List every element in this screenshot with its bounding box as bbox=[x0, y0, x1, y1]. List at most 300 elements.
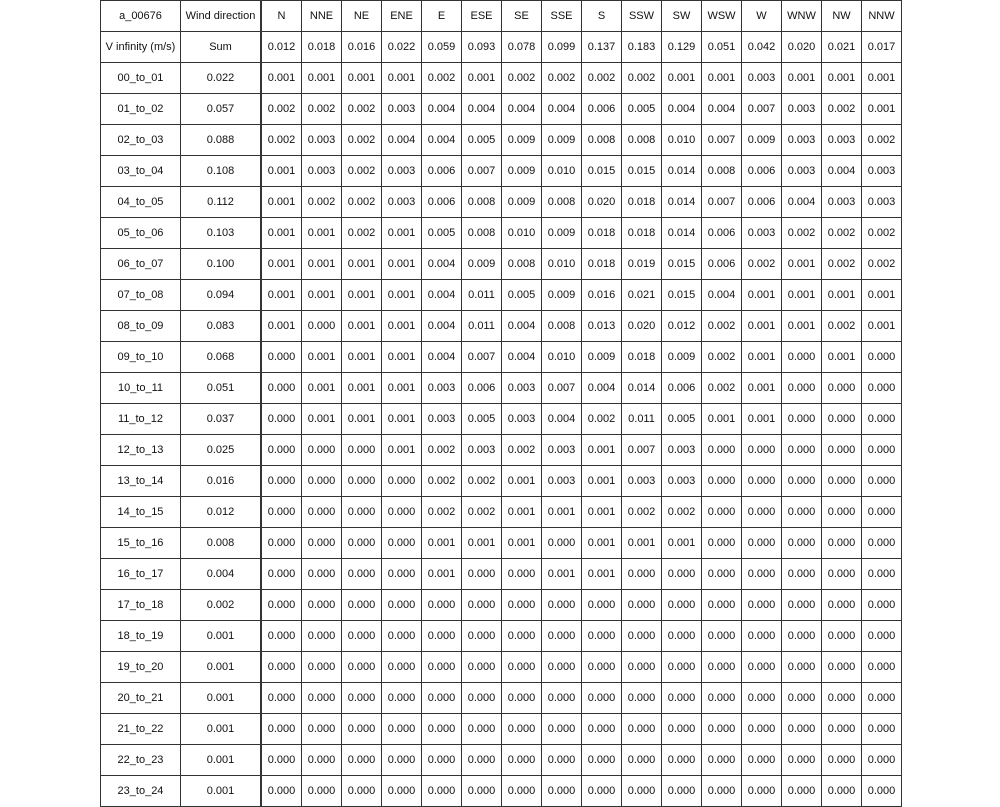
row-sum-cell: 0.088 bbox=[181, 125, 262, 156]
row-sum-cell: 0.037 bbox=[181, 404, 262, 435]
data-cell: 0.000 bbox=[422, 683, 462, 714]
row-sum-cell: 0.004 bbox=[181, 559, 262, 590]
direction-sum-cell: 0.099 bbox=[542, 32, 582, 63]
data-cell: 0.000 bbox=[622, 652, 662, 683]
speed-bin-label: 08_to_09 bbox=[101, 311, 181, 342]
data-cell: 0.000 bbox=[382, 559, 422, 590]
data-cell: 0.000 bbox=[662, 559, 702, 590]
data-cell: 0.002 bbox=[261, 94, 302, 125]
data-cell: 0.000 bbox=[782, 528, 822, 559]
data-cell: 0.000 bbox=[622, 559, 662, 590]
data-cell: 0.000 bbox=[702, 435, 742, 466]
speed-bin-label: 12_to_13 bbox=[101, 435, 181, 466]
data-cell: 0.003 bbox=[822, 187, 862, 218]
data-cell: 0.004 bbox=[542, 94, 582, 125]
direction-header: W bbox=[742, 1, 782, 32]
data-cell: 0.011 bbox=[462, 311, 502, 342]
data-cell: 0.004 bbox=[382, 125, 422, 156]
data-cell: 0.001 bbox=[502, 528, 542, 559]
speed-bin-label: 00_to_01 bbox=[101, 63, 181, 94]
data-cell: 0.000 bbox=[822, 559, 862, 590]
data-cell: 0.008 bbox=[462, 218, 502, 249]
data-cell: 0.001 bbox=[302, 249, 342, 280]
data-cell: 0.000 bbox=[462, 621, 502, 652]
data-cell: 0.001 bbox=[502, 497, 542, 528]
data-cell: 0.008 bbox=[702, 156, 742, 187]
data-cell: 0.005 bbox=[462, 125, 502, 156]
sum-label: Sum bbox=[181, 32, 262, 63]
wind-frequency-table bbox=[100, 0, 902, 807]
data-cell: 0.002 bbox=[822, 218, 862, 249]
data-cell: 0.015 bbox=[662, 280, 702, 311]
data-cell: 0.018 bbox=[622, 187, 662, 218]
data-cell: 0.000 bbox=[742, 590, 782, 621]
data-cell: 0.000 bbox=[261, 373, 302, 404]
data-cell: 0.000 bbox=[862, 342, 902, 373]
data-cell: 0.000 bbox=[782, 559, 822, 590]
data-cell: 0.004 bbox=[502, 94, 542, 125]
speed-bin-label: 01_to_02 bbox=[101, 94, 181, 125]
data-cell: 0.001 bbox=[382, 63, 422, 94]
data-cell: 0.000 bbox=[702, 745, 742, 776]
data-cell: 0.009 bbox=[742, 125, 782, 156]
data-cell: 0.000 bbox=[782, 466, 822, 497]
data-cell: 0.007 bbox=[462, 156, 502, 187]
data-cell: 0.000 bbox=[702, 528, 742, 559]
direction-header: E bbox=[422, 1, 462, 32]
data-cell: 0.014 bbox=[662, 218, 702, 249]
data-cell: 0.000 bbox=[782, 435, 822, 466]
data-cell: 0.002 bbox=[582, 404, 622, 435]
row-sum-cell: 0.001 bbox=[181, 652, 262, 683]
data-cell: 0.000 bbox=[622, 621, 662, 652]
data-cell: 0.001 bbox=[742, 311, 782, 342]
data-cell: 0.005 bbox=[422, 218, 462, 249]
data-cell: 0.000 bbox=[862, 528, 902, 559]
data-cell: 0.000 bbox=[742, 559, 782, 590]
data-cell: 0.000 bbox=[261, 652, 302, 683]
data-cell: 0.007 bbox=[702, 125, 742, 156]
speed-bin-label: 20_to_21 bbox=[101, 683, 181, 714]
data-cell: 0.000 bbox=[622, 683, 662, 714]
row-sum-cell: 0.001 bbox=[181, 745, 262, 776]
data-cell: 0.000 bbox=[382, 745, 422, 776]
table-row bbox=[101, 156, 902, 187]
data-cell: 0.000 bbox=[662, 683, 702, 714]
direction-header: NNE bbox=[302, 1, 342, 32]
data-cell: 0.002 bbox=[622, 497, 662, 528]
data-cell: 0.002 bbox=[422, 466, 462, 497]
table-row bbox=[101, 590, 902, 621]
data-cell: 0.006 bbox=[702, 249, 742, 280]
data-cell: 0.005 bbox=[502, 280, 542, 311]
data-cell: 0.000 bbox=[302, 528, 342, 559]
data-cell: 0.002 bbox=[622, 63, 662, 94]
data-cell: 0.001 bbox=[261, 63, 302, 94]
data-cell: 0.005 bbox=[622, 94, 662, 125]
data-cell: 0.009 bbox=[502, 125, 542, 156]
direction-header: S bbox=[582, 1, 622, 32]
data-cell: 0.000 bbox=[502, 714, 542, 745]
data-cell: 0.000 bbox=[382, 776, 422, 807]
data-cell: 0.000 bbox=[742, 714, 782, 745]
data-cell: 0.002 bbox=[862, 218, 902, 249]
data-cell: 0.000 bbox=[582, 745, 622, 776]
data-cell: 0.003 bbox=[862, 156, 902, 187]
data-cell: 0.000 bbox=[502, 683, 542, 714]
speed-bin-label: 05_to_06 bbox=[101, 218, 181, 249]
data-cell: 0.002 bbox=[502, 435, 542, 466]
data-cell: 0.000 bbox=[582, 714, 622, 745]
data-cell: 0.000 bbox=[261, 776, 302, 807]
table-row bbox=[101, 218, 902, 249]
data-cell: 0.000 bbox=[542, 714, 582, 745]
data-cell: 0.000 bbox=[422, 745, 462, 776]
data-cell: 0.004 bbox=[462, 94, 502, 125]
data-cell: 0.002 bbox=[822, 249, 862, 280]
data-cell: 0.000 bbox=[302, 435, 342, 466]
data-cell: 0.000 bbox=[261, 559, 302, 590]
data-cell: 0.014 bbox=[662, 156, 702, 187]
table-row bbox=[101, 94, 902, 125]
data-cell: 0.000 bbox=[302, 683, 342, 714]
data-cell: 0.000 bbox=[662, 745, 702, 776]
data-cell: 0.008 bbox=[502, 249, 542, 280]
data-cell: 0.001 bbox=[302, 342, 342, 373]
data-cell: 0.000 bbox=[261, 404, 302, 435]
data-cell: 0.000 bbox=[261, 497, 302, 528]
data-cell: 0.000 bbox=[662, 652, 702, 683]
table-row bbox=[101, 435, 902, 466]
data-cell: 0.000 bbox=[862, 373, 902, 404]
data-cell: 0.000 bbox=[782, 373, 822, 404]
data-cell: 0.002 bbox=[342, 187, 382, 218]
direction-sum-cell: 0.093 bbox=[462, 32, 502, 63]
data-cell: 0.002 bbox=[702, 373, 742, 404]
data-cell: 0.002 bbox=[742, 249, 782, 280]
data-cell: 0.000 bbox=[782, 776, 822, 807]
data-cell: 0.021 bbox=[622, 280, 662, 311]
data-cell: 0.011 bbox=[462, 280, 502, 311]
data-cell: 0.000 bbox=[462, 776, 502, 807]
data-cell: 0.002 bbox=[302, 94, 342, 125]
data-cell: 0.002 bbox=[462, 497, 502, 528]
row-sum-cell: 0.012 bbox=[181, 497, 262, 528]
data-cell: 0.000 bbox=[261, 466, 302, 497]
data-cell: 0.001 bbox=[261, 280, 302, 311]
data-cell: 0.006 bbox=[422, 156, 462, 187]
data-cell: 0.008 bbox=[622, 125, 662, 156]
data-cell: 0.008 bbox=[542, 311, 582, 342]
data-cell: 0.001 bbox=[382, 435, 422, 466]
data-cell: 0.000 bbox=[302, 311, 342, 342]
data-cell: 0.000 bbox=[582, 652, 622, 683]
data-cell: 0.000 bbox=[261, 621, 302, 652]
data-cell: 0.000 bbox=[822, 745, 862, 776]
speed-bin-label: 16_to_17 bbox=[101, 559, 181, 590]
data-cell: 0.000 bbox=[662, 621, 702, 652]
direction-header: WNW bbox=[782, 1, 822, 32]
data-cell: 0.000 bbox=[862, 745, 902, 776]
direction-header: NNW bbox=[862, 1, 902, 32]
data-cell: 0.001 bbox=[862, 280, 902, 311]
data-cell: 0.001 bbox=[422, 528, 462, 559]
data-cell: 0.001 bbox=[342, 373, 382, 404]
direction-sum-cell: 0.022 bbox=[382, 32, 422, 63]
data-cell: 0.000 bbox=[862, 590, 902, 621]
table-row bbox=[101, 187, 902, 218]
data-cell: 0.007 bbox=[622, 435, 662, 466]
speed-bin-label: 21_to_22 bbox=[101, 714, 181, 745]
data-cell: 0.004 bbox=[422, 311, 462, 342]
data-cell: 0.009 bbox=[662, 342, 702, 373]
row-sum-cell: 0.016 bbox=[181, 466, 262, 497]
data-cell: 0.001 bbox=[261, 218, 302, 249]
data-cell: 0.009 bbox=[582, 342, 622, 373]
data-cell: 0.000 bbox=[662, 776, 702, 807]
table-row bbox=[101, 311, 902, 342]
data-cell: 0.000 bbox=[742, 497, 782, 528]
data-cell: 0.002 bbox=[822, 311, 862, 342]
data-cell: 0.004 bbox=[422, 280, 462, 311]
data-cell: 0.014 bbox=[622, 373, 662, 404]
data-cell: 0.000 bbox=[342, 590, 382, 621]
data-cell: 0.001 bbox=[261, 187, 302, 218]
speed-bin-label: 19_to_20 bbox=[101, 652, 181, 683]
data-cell: 0.003 bbox=[782, 125, 822, 156]
data-cell: 0.000 bbox=[382, 590, 422, 621]
data-cell: 0.000 bbox=[342, 559, 382, 590]
data-cell: 0.001 bbox=[302, 373, 342, 404]
data-cell: 0.007 bbox=[462, 342, 502, 373]
data-cell: 0.000 bbox=[261, 342, 302, 373]
data-cell: 0.001 bbox=[862, 94, 902, 125]
table-row bbox=[101, 497, 902, 528]
direction-sum-cell: 0.012 bbox=[261, 32, 302, 63]
data-cell: 0.000 bbox=[542, 652, 582, 683]
data-cell: 0.007 bbox=[742, 94, 782, 125]
data-cell: 0.002 bbox=[502, 63, 542, 94]
speed-bin-label: 07_to_08 bbox=[101, 280, 181, 311]
data-cell: 0.004 bbox=[422, 125, 462, 156]
data-cell: 0.001 bbox=[542, 497, 582, 528]
table-row bbox=[101, 249, 902, 280]
data-cell: 0.001 bbox=[342, 342, 382, 373]
data-cell: 0.000 bbox=[702, 714, 742, 745]
data-cell: 0.000 bbox=[342, 745, 382, 776]
data-cell: 0.003 bbox=[302, 125, 342, 156]
data-cell: 0.003 bbox=[782, 156, 822, 187]
data-cell: 0.001 bbox=[662, 528, 702, 559]
row-sum-cell: 0.025 bbox=[181, 435, 262, 466]
data-cell: 0.018 bbox=[622, 342, 662, 373]
row-sum-cell: 0.108 bbox=[181, 156, 262, 187]
direction-sum-cell: 0.020 bbox=[782, 32, 822, 63]
data-cell: 0.000 bbox=[622, 590, 662, 621]
row-sum-cell: 0.083 bbox=[181, 311, 262, 342]
data-cell: 0.010 bbox=[542, 342, 582, 373]
data-cell: 0.000 bbox=[822, 776, 862, 807]
sum-row-label: V infinity (m/s) bbox=[101, 32, 181, 63]
data-cell: 0.001 bbox=[782, 311, 822, 342]
data-cell: 0.000 bbox=[702, 776, 742, 807]
table-row bbox=[101, 559, 902, 590]
data-cell: 0.002 bbox=[782, 218, 822, 249]
data-cell: 0.000 bbox=[261, 528, 302, 559]
table-row bbox=[101, 776, 902, 807]
row-sum-cell: 0.001 bbox=[181, 683, 262, 714]
data-cell: 0.000 bbox=[502, 745, 542, 776]
data-cell: 0.001 bbox=[382, 404, 422, 435]
data-cell: 0.000 bbox=[342, 621, 382, 652]
data-cell: 0.004 bbox=[542, 404, 582, 435]
data-cell: 0.018 bbox=[582, 218, 622, 249]
row-sum-cell: 0.103 bbox=[181, 218, 262, 249]
data-cell: 0.002 bbox=[822, 94, 862, 125]
data-cell: 0.003 bbox=[502, 404, 542, 435]
data-cell: 0.001 bbox=[261, 156, 302, 187]
data-cell: 0.000 bbox=[622, 745, 662, 776]
table-row bbox=[101, 373, 902, 404]
data-cell: 0.000 bbox=[822, 621, 862, 652]
data-cell: 0.002 bbox=[261, 125, 302, 156]
corner-label: a_00676 bbox=[101, 1, 181, 32]
data-cell: 0.004 bbox=[702, 280, 742, 311]
data-cell: 0.000 bbox=[582, 776, 622, 807]
data-cell: 0.010 bbox=[542, 249, 582, 280]
data-cell: 0.000 bbox=[462, 714, 502, 745]
data-cell: 0.000 bbox=[502, 559, 542, 590]
data-cell: 0.000 bbox=[822, 497, 862, 528]
speed-bin-label: 04_to_05 bbox=[101, 187, 181, 218]
data-cell: 0.001 bbox=[822, 63, 862, 94]
data-cell: 0.001 bbox=[422, 559, 462, 590]
data-cell: 0.001 bbox=[382, 373, 422, 404]
data-cell: 0.004 bbox=[422, 342, 462, 373]
row-sum-cell: 0.057 bbox=[181, 94, 262, 125]
data-cell: 0.000 bbox=[782, 745, 822, 776]
row-sum-cell: 0.112 bbox=[181, 187, 262, 218]
direction-sum-cell: 0.018 bbox=[302, 32, 342, 63]
data-cell: 0.002 bbox=[582, 63, 622, 94]
data-cell: 0.004 bbox=[782, 187, 822, 218]
data-cell: 0.006 bbox=[702, 218, 742, 249]
data-cell: 0.000 bbox=[261, 714, 302, 745]
direction-header: WSW bbox=[702, 1, 742, 32]
direction-header: SW bbox=[662, 1, 702, 32]
data-cell: 0.001 bbox=[582, 559, 622, 590]
data-cell: 0.003 bbox=[782, 94, 822, 125]
table-row bbox=[101, 652, 902, 683]
data-cell: 0.001 bbox=[342, 280, 382, 311]
data-cell: 0.000 bbox=[782, 404, 822, 435]
table-row bbox=[101, 745, 902, 776]
direction-sum-cell: 0.078 bbox=[502, 32, 542, 63]
data-cell: 0.009 bbox=[502, 156, 542, 187]
data-cell: 0.007 bbox=[542, 373, 582, 404]
direction-header: NW bbox=[822, 1, 862, 32]
data-cell: 0.001 bbox=[342, 249, 382, 280]
data-cell: 0.002 bbox=[422, 497, 462, 528]
data-cell: 0.006 bbox=[742, 187, 782, 218]
direction-header: ENE bbox=[382, 1, 422, 32]
data-cell: 0.001 bbox=[302, 63, 342, 94]
data-cell: 0.000 bbox=[862, 404, 902, 435]
data-cell: 0.000 bbox=[702, 683, 742, 714]
data-cell: 0.000 bbox=[462, 652, 502, 683]
data-cell: 0.001 bbox=[342, 311, 382, 342]
data-cell: 0.000 bbox=[342, 466, 382, 497]
data-cell: 0.005 bbox=[462, 404, 502, 435]
data-cell: 0.000 bbox=[702, 466, 742, 497]
speed-bin-label: 02_to_03 bbox=[101, 125, 181, 156]
data-cell: 0.002 bbox=[342, 156, 382, 187]
data-cell: 0.000 bbox=[782, 497, 822, 528]
data-cell: 0.000 bbox=[702, 497, 742, 528]
data-cell: 0.000 bbox=[342, 776, 382, 807]
data-cell: 0.001 bbox=[622, 528, 662, 559]
data-cell: 0.000 bbox=[382, 652, 422, 683]
row-sum-cell: 0.001 bbox=[181, 714, 262, 745]
data-cell: 0.002 bbox=[342, 125, 382, 156]
data-cell: 0.000 bbox=[422, 776, 462, 807]
data-cell: 0.001 bbox=[862, 311, 902, 342]
data-cell: 0.000 bbox=[261, 590, 302, 621]
data-cell: 0.018 bbox=[582, 249, 622, 280]
table-row bbox=[101, 404, 902, 435]
data-cell: 0.000 bbox=[702, 559, 742, 590]
data-cell: 0.000 bbox=[782, 683, 822, 714]
data-cell: 0.001 bbox=[382, 218, 422, 249]
table-row bbox=[101, 63, 902, 94]
data-cell: 0.000 bbox=[862, 652, 902, 683]
data-cell: 0.000 bbox=[742, 621, 782, 652]
data-cell: 0.012 bbox=[662, 311, 702, 342]
data-cell: 0.001 bbox=[702, 63, 742, 94]
direction-sum-cell: 0.017 bbox=[862, 32, 902, 63]
data-cell: 0.003 bbox=[302, 156, 342, 187]
table-row bbox=[101, 342, 902, 373]
data-cell: 0.002 bbox=[422, 435, 462, 466]
data-cell: 0.000 bbox=[261, 683, 302, 714]
data-cell: 0.001 bbox=[582, 435, 622, 466]
data-cell: 0.014 bbox=[662, 187, 702, 218]
data-cell: 0.003 bbox=[382, 187, 422, 218]
data-cell: 0.000 bbox=[302, 497, 342, 528]
row-sum-cell: 0.002 bbox=[181, 590, 262, 621]
speed-bin-label: 17_to_18 bbox=[101, 590, 181, 621]
data-cell: 0.000 bbox=[742, 466, 782, 497]
data-cell: 0.000 bbox=[342, 683, 382, 714]
data-cell: 0.000 bbox=[302, 652, 342, 683]
data-cell: 0.001 bbox=[302, 404, 342, 435]
data-cell: 0.013 bbox=[582, 311, 622, 342]
data-cell: 0.009 bbox=[542, 125, 582, 156]
data-cell: 0.001 bbox=[382, 342, 422, 373]
data-cell: 0.001 bbox=[261, 249, 302, 280]
direction-header: ESE bbox=[462, 1, 502, 32]
data-cell: 0.001 bbox=[782, 280, 822, 311]
data-cell: 0.001 bbox=[742, 342, 782, 373]
data-cell: 0.001 bbox=[742, 404, 782, 435]
data-cell: 0.000 bbox=[702, 590, 742, 621]
data-cell: 0.002 bbox=[342, 94, 382, 125]
data-cell: 0.020 bbox=[622, 311, 662, 342]
data-cell: 0.002 bbox=[702, 342, 742, 373]
data-cell: 0.000 bbox=[542, 745, 582, 776]
row-sum-cell: 0.100 bbox=[181, 249, 262, 280]
speed-bin-label: 14_to_15 bbox=[101, 497, 181, 528]
